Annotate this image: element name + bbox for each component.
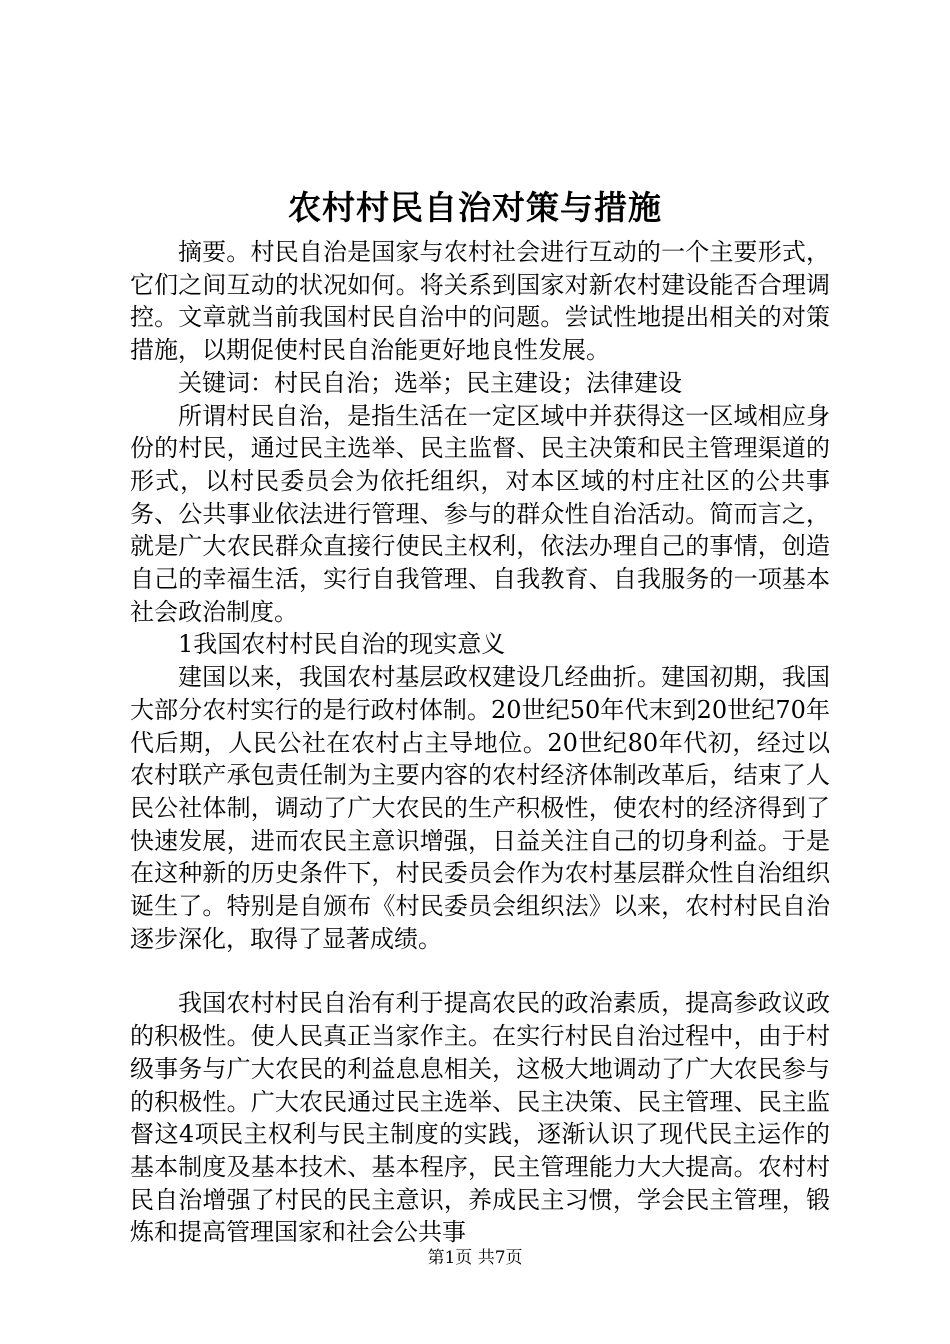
- definition-paragraph: 所谓村民自治，是指生活在一定区域中并获得这一区域相应身份的村民，通过民主选举、民主监督、民主决策和民主管理渠道的形式，以村民委员会为依托组织，对本区域的村庄社区的公共事务、公共事业依法进行管理、参与的群众性自治活动。简而言之，就是广大农民群众直接行使民主权利，依法办理自己的事情，创造自己的幸福生活，实行自我管理、自我教育、自我服务的一项基本社会政治制度。: [130, 401, 830, 626]
- keywords-paragraph: 关键词：村民自治；选举；民主建设；法律建设: [178, 368, 682, 397]
- history-paragraph: 建国以来，我国农村基层政权建设几经曲折。建国初期，我国大部分农村实行的是行政村体制。20世纪50年代末到20世纪70年代后期，人民公社在农村占主导地位。20世纪80年代初，经过以农村联产承包责任制为主要内容的农村经济体制改革后，结束了人民公社体制，调动了广大农民的生产积极性，使农村的经济得到了快速发展，进而农民主意识增强，日益关注自己的切身利益。于是在这种新的历史条件下，村民委员会作为农村基层群众性自治组织诞生了。特别是自颁布《村民委员会组织法》以来，农村村民自治逐步深化，取得了显著成绩。: [130, 663, 830, 953]
- section-heading: 1我国农村村民自治的现实意义: [178, 630, 506, 659]
- paragraph-gap: [130, 955, 830, 987]
- abstract-paragraph: 摘要。村民自治是国家与农村社会进行互动的一个主要形式，它们之间互动的状况如何。将关系到国家对新农村建设能否合理调控。文章就当前我国村民自治中的问题。尝试性地提出相关的对策措施，以期促使村民自治能更好地良性发展。: [130, 238, 830, 365]
- significance-paragraph: 我国农村村民自治有利于提高农民的政治素质，提高参政议政的积极性。使人民真正当家作主。在实行村民自治过程中，由于村级事务与广大农民的利益息息相关，这极大地调动了广大农民参与的积极性。广大农民通过民主选举、民主决策、民主管理、民主监督这4项民主权利与民主制度的实践，逐渐认识了现代民主运作的基本制度及基本技术、基本程序，民主管理能力大大提高。农村村民自治增强了村民的民主意识，养成民主习惯，学会民主管理，锻炼和提高管理国家和社会公共事: [130, 989, 830, 1247]
- page-footer: 第1页 共7页: [427, 1248, 523, 1268]
- document-body: [130, 236, 830, 1249]
- document-title: 农村村民自治对策与措施: [288, 188, 662, 227]
